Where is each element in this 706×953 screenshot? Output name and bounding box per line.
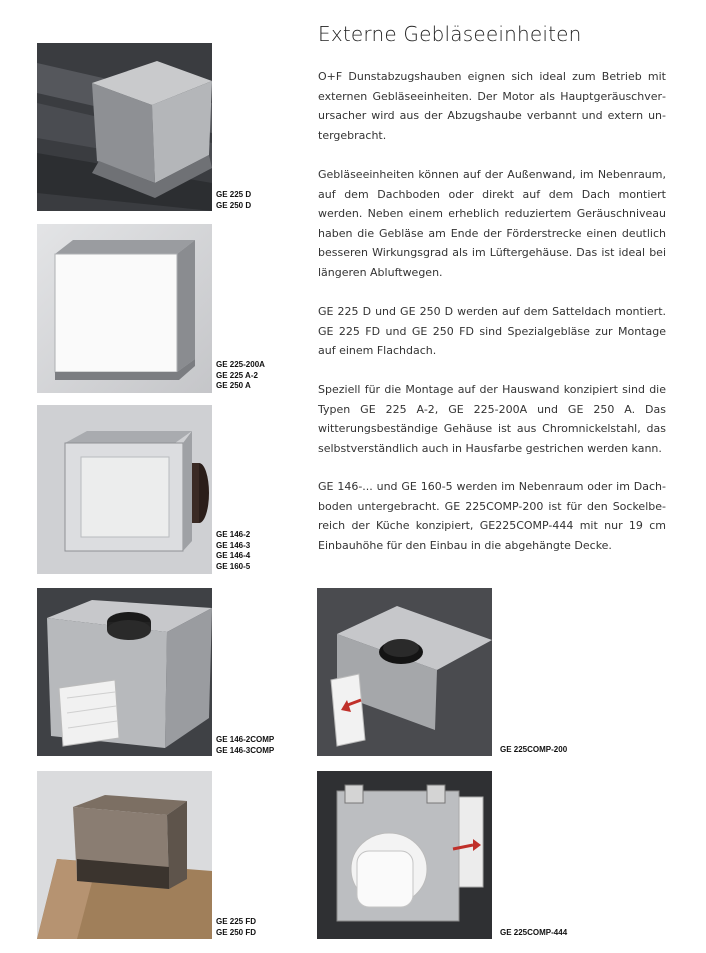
comp444-blower-photo — [317, 771, 492, 939]
comp200-blower-photo — [317, 588, 492, 756]
page-title: Externe Gebläseeinheiten — [318, 22, 582, 46]
model-label: GE 225 A-2 — [216, 370, 258, 380]
comp-blower-caption — [216, 735, 274, 756]
paragraph-wall-models: Speziell für die Montage auf der Hauswand konzipiert sind die Typen GE 225 A-2, GE 225-200A und GE 250 A. Das witterungsbeständige Gehäuse ist aus Chromnickelstahl, das selbstverständlich auch in Hausfarbe gestrichen werden kann. — [318, 383, 666, 455]
model-label: GE 146-2 — [216, 530, 251, 539]
model-label: GE 146-3COMP — [216, 745, 275, 755]
roof-blower-photo — [37, 43, 212, 211]
model-label: GE 225COMP-200 — [500, 745, 568, 754]
flat-roof-blower-photo — [37, 771, 212, 939]
model-label: GE 250 FD — [216, 927, 257, 937]
inline-blower-photo — [37, 405, 212, 574]
model-label: GE 225COMP-444 — [500, 928, 568, 937]
model-label: GE 250 D — [216, 200, 252, 210]
paragraph-intro: O+F Dunstabzugshauben eignen sich ideal zum Betrieb mit externen Gebläseeinheiten. Der Motor als Hauptgeräuschverursacher wird aus der Abzugshaube verbannt und extern untergebracht. — [318, 70, 666, 142]
flat-roof-blower-caption — [216, 917, 256, 938]
wall-blower-caption — [216, 360, 265, 392]
roof-blower-caption — [216, 190, 251, 211]
model-label: GE 146-3 — [216, 540, 251, 550]
paragraph-roof-models: GE 225 D und GE 250 D werden auf dem Satteldach montiert. GE 225 FD und GE 250 FD sind Spezialgebläse zur Montage auf einem Flachdach. — [318, 305, 666, 358]
model-label: GE 160-5 — [216, 561, 251, 571]
model-label: GE 225 FD — [216, 917, 257, 926]
comp444-caption — [500, 928, 567, 939]
comp-blower-photo — [37, 588, 212, 756]
inline-blower-caption — [216, 530, 250, 572]
model-label: GE 146-4 — [216, 551, 251, 560]
model-label: GE 250 A — [216, 381, 251, 390]
paragraph-interior-models: GE 146-... und GE 160-5 werden im Nebenraum oder im Dachboden untergebracht. GE 225COMP-200 ist für den Sockelbereich der Küche konzipiert, GE225COMP-444 mit nur 19 cm Einbauhöhe für den Einbau in die abgehängte Decke. — [318, 480, 666, 552]
paragraph-installation: Gebläseeinheiten können auf der Außenwand, im Nebenraum, auf dem Dachboden oder direkt auf dem Dach montiert werden. Neben einem erheblich reduziertem Geräuschniveau haben die Gebläse am Ende der Förderstrecke einen deutlich besseren Wirkungsgrad als im Lüftergehäuse. Das ist ideal bei längeren Abluftwegen. — [318, 168, 666, 279]
model-label: GE 146-2COMP — [216, 735, 275, 744]
model-label: GE 225-200A — [216, 360, 265, 369]
wall-blower-photo — [37, 224, 212, 393]
model-label: GE 225 D — [216, 190, 252, 199]
comp200-caption — [500, 745, 567, 756]
